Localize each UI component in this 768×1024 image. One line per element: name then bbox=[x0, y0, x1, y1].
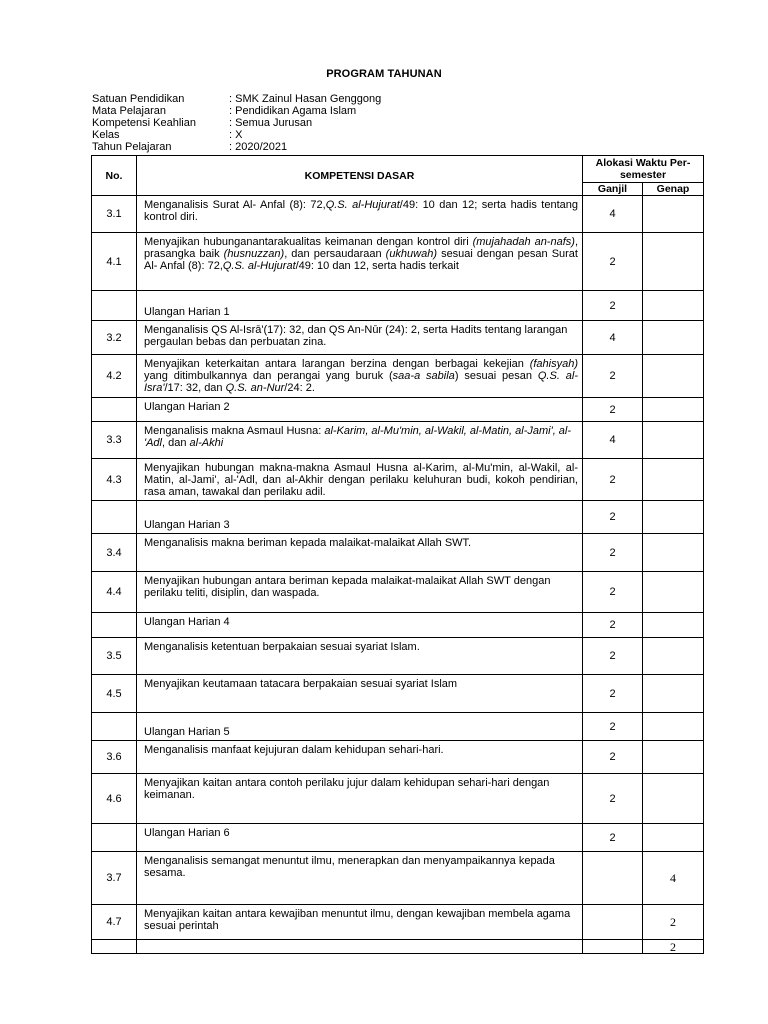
alokasi-genap bbox=[643, 196, 704, 233]
row-number: 4.6 bbox=[92, 774, 137, 824]
kompetensi-text bbox=[137, 501, 583, 534]
alokasi-ganjil: 4 bbox=[583, 321, 643, 355]
alokasi-ganjil: 2 bbox=[583, 501, 643, 534]
row-number: 4.2 bbox=[92, 355, 137, 398]
row-number: 3.2 bbox=[92, 321, 137, 355]
kompetensi-text bbox=[137, 638, 583, 675]
alokasi-genap bbox=[643, 638, 704, 675]
alokasi-ganjil: 2 bbox=[583, 398, 643, 422]
row-number bbox=[92, 824, 137, 852]
row-number: 4.1 bbox=[92, 233, 137, 291]
kompetensi-text-content: Ulangan Harian 2 bbox=[144, 401, 230, 413]
kompetensi-text-content: Menganalisis manfaat kejujuran dalam kehidupan sehari-hari. bbox=[144, 744, 444, 756]
kompetensi-text bbox=[137, 534, 583, 572]
alokasi-ganjil: 2 bbox=[583, 774, 643, 824]
kompetensi-text bbox=[137, 233, 583, 291]
alokasi-genap bbox=[643, 398, 704, 422]
row-number bbox=[92, 613, 137, 638]
row-number: 3.3 bbox=[92, 422, 137, 459]
kompetensi-text-content: Ulangan Harian 3 bbox=[144, 519, 230, 531]
kompetensi-text-content: Ulangan Harian 6 bbox=[144, 827, 230, 839]
alokasi-genap bbox=[643, 613, 704, 638]
alokasi-genap: 2 bbox=[643, 905, 704, 940]
alokasi-ganjil: 2 bbox=[583, 233, 643, 291]
alokasi-ganjil: 2 bbox=[583, 572, 643, 613]
alokasi-genap bbox=[643, 501, 704, 534]
kompetensi-text bbox=[137, 852, 583, 905]
kompetensi-text bbox=[137, 422, 583, 459]
kompetensi-text-content: Menganalisis makna beriman kepada malaikat-malaikat Allah SWT. bbox=[144, 537, 472, 549]
meta-key: Satuan Pendidikan bbox=[92, 93, 185, 105]
kompetensi-text bbox=[137, 291, 583, 321]
kompetensi-text-content: Menganalisis Surat Al- Anfal (8): 72,Q.S. al-Hujurat/49: 10 dan 12; serta hadis tentang kontrol diri. bbox=[144, 199, 578, 223]
table-row bbox=[92, 824, 704, 852]
kompetensi-text-content: Menyajikan keterkaitan antara larangan berzina dengan berbagai kekejian (fahisyah) yang ditimbulkannya dan perangai yang buruk (saa-a sabila) sesuai pesan Q.S. al-Isra'/17: 32, dan Q.S. an-Nur/24: 2. bbox=[144, 358, 578, 394]
kompetensi-text-content: Menyajikan keutamaan tatacara berpakaian sesuai syariat Islam bbox=[144, 678, 458, 690]
alokasi-genap bbox=[643, 675, 704, 713]
alokasi-genap: 2 bbox=[643, 940, 704, 954]
kompetensi-text bbox=[137, 398, 583, 422]
table-row bbox=[92, 613, 704, 638]
kompetensi-text bbox=[137, 713, 583, 741]
row-number bbox=[92, 501, 137, 534]
row-number bbox=[92, 398, 137, 422]
table-row bbox=[92, 713, 704, 741]
meta-value: : X bbox=[229, 129, 243, 141]
alokasi-ganjil: 2 bbox=[583, 675, 643, 713]
table-row bbox=[92, 940, 704, 954]
meta-key: Mata Pelajaran bbox=[92, 105, 166, 117]
kompetensi-text bbox=[137, 459, 583, 501]
kompetensi-text bbox=[137, 321, 583, 355]
kompetensi-text-content: Menyajikan hubungan antara beriman kepada malaikat-malaikat Allah SWT dengan perilaku teliti, disiplin, dan waspada. bbox=[144, 575, 551, 599]
alokasi-ganjil: 2 bbox=[583, 741, 643, 774]
table-row bbox=[92, 422, 704, 459]
alokasi-ganjil bbox=[583, 905, 643, 940]
meta-row bbox=[92, 105, 381, 117]
row-number: 3.6 bbox=[92, 741, 137, 774]
kompetensi-text bbox=[137, 355, 583, 398]
kompetensi-text-content: Menganalisis makna Asmaul Husna: al-Karim, al-Mu'min, al-Wakil, al-Matin, al-Jami', al-'Adl, dan al-Akhi bbox=[144, 425, 572, 449]
table-body bbox=[92, 196, 704, 954]
row-number: 3.5 bbox=[92, 638, 137, 675]
table-row bbox=[92, 233, 704, 291]
table-row bbox=[92, 398, 704, 422]
alokasi-ganjil bbox=[583, 852, 643, 905]
row-number bbox=[92, 291, 137, 321]
kompetensi-text-content: Menyajikan hubunganantarakualitas keimanan dengan kontrol diri (mujahadah an-nafs), prasangka baik (husnuzzan), dan persaudaraan (ukhuwah) sesuai dengan pesan Surat Al- Anfal (8): 72,Q.S. al-Hujurat/49: 10 dan 12, serta hadis terkait bbox=[144, 236, 578, 272]
kompetensi-text-content: Menganalisis ketentuan berpakaian sesuai syariat Islam. bbox=[144, 641, 420, 653]
header-genap: Genap bbox=[643, 183, 704, 196]
row-number: 4.5 bbox=[92, 675, 137, 713]
kompetensi-text-content: Menyajikan kaitan antara kewajiban menuntut ilmu, dengan kewajiban membela agama sesuai perintah bbox=[144, 908, 571, 932]
kompetensi-text-content: Menganalisis QS Al-Isrā'(17): 32, dan QS An-Nūr (24): 2, serta Hadits tentang larangan pergaulan bebas dan perbuatan zina. bbox=[144, 324, 568, 348]
alokasi-genap bbox=[643, 572, 704, 613]
kompetensi-text bbox=[137, 774, 583, 824]
row-number: 3.4 bbox=[92, 534, 137, 572]
kompetensi-text-content: Ulangan Harian 1 bbox=[144, 306, 230, 318]
alokasi-ganjil: 2 bbox=[583, 355, 643, 398]
kompetensi-text bbox=[137, 940, 583, 954]
table-row bbox=[92, 638, 704, 675]
kompetensi-text bbox=[137, 572, 583, 613]
kompetensi-text bbox=[137, 196, 583, 233]
document-title: PROGRAM TAHUNAN bbox=[326, 68, 442, 80]
table-row bbox=[92, 852, 704, 905]
alokasi-ganjil: 2 bbox=[583, 613, 643, 638]
alokasi-ganjil: 4 bbox=[583, 422, 643, 459]
meta-key: Kelas bbox=[92, 129, 120, 141]
kompetensi-text-content: Menyajikan hubungan makna-makna Asmaul Husna al-Karim, al-Mu'min, al-Wakil, al-Matin, al-Jami', al-'Adl, dan al-Akhir dengan perilaku keluhuran budi, kokoh pendirian, rasa aman, tawakal dan perilaku adil. bbox=[144, 462, 578, 498]
alokasi-genap bbox=[643, 824, 704, 852]
table-row bbox=[92, 355, 704, 398]
kompetensi-text bbox=[137, 741, 583, 774]
document-meta bbox=[92, 93, 381, 153]
alokasi-genap bbox=[643, 233, 704, 291]
row-number: 3.7 bbox=[92, 852, 137, 905]
table-row bbox=[92, 459, 704, 501]
meta-key: Kompetensi Keahlian bbox=[92, 117, 196, 129]
alokasi-genap bbox=[643, 713, 704, 741]
alokasi-ganjil: 2 bbox=[583, 459, 643, 501]
alokasi-ganjil: 2 bbox=[583, 534, 643, 572]
table-row bbox=[92, 501, 704, 534]
meta-value: : Semua Jurusan bbox=[229, 117, 313, 129]
meta-value: : SMK Zainul Hasan Genggong bbox=[229, 93, 382, 105]
table-row bbox=[92, 534, 704, 572]
table-row bbox=[92, 572, 704, 613]
header-alokasi-waktu: Alokasi Waktu Per-semester bbox=[583, 156, 704, 183]
row-number: 4.4 bbox=[92, 572, 137, 613]
alokasi-genap bbox=[643, 741, 704, 774]
table-row bbox=[92, 675, 704, 713]
table-row bbox=[92, 774, 704, 824]
meta-row bbox=[92, 129, 381, 141]
alokasi-genap bbox=[643, 291, 704, 321]
table-row bbox=[92, 741, 704, 774]
kompetensi-text-content: Menyajikan kaitan antara contoh perilaku jujur dalam kehidupan sehari-hari dengan keimanan. bbox=[144, 777, 550, 801]
alokasi-genap bbox=[643, 774, 704, 824]
table-row bbox=[92, 905, 704, 940]
table-row bbox=[92, 321, 704, 355]
alokasi-genap bbox=[643, 355, 704, 398]
meta-row bbox=[92, 117, 381, 129]
alokasi-genap bbox=[643, 459, 704, 501]
alokasi-ganjil: 4 bbox=[583, 196, 643, 233]
row-number bbox=[92, 713, 137, 741]
row-number: 3.1 bbox=[92, 196, 137, 233]
alokasi-genap bbox=[643, 534, 704, 572]
kompetensi-text-content: Ulangan Harian 4 bbox=[144, 616, 230, 628]
table-header-row bbox=[92, 156, 704, 183]
meta-key: Tahun Pelajaran bbox=[92, 141, 172, 153]
table-row bbox=[92, 196, 704, 233]
header-ganjil: Ganjil bbox=[583, 183, 643, 196]
kompetensi-table bbox=[91, 155, 704, 954]
kompetensi-text bbox=[137, 905, 583, 940]
meta-row bbox=[92, 141, 381, 153]
kompetensi-text bbox=[137, 675, 583, 713]
row-number: 4.7 bbox=[92, 905, 137, 940]
header-kompetensi-dasar: KOMPETENSI DASAR bbox=[137, 156, 583, 196]
kompetensi-text bbox=[137, 824, 583, 852]
alokasi-ganjil: 2 bbox=[583, 291, 643, 321]
alokasi-ganjil: 2 bbox=[583, 713, 643, 741]
meta-row bbox=[92, 93, 381, 105]
row-number: 4.3 bbox=[92, 459, 137, 501]
kompetensi-text-content: Ulangan Harian 5 bbox=[144, 726, 230, 738]
alokasi-genap bbox=[643, 321, 704, 355]
row-number bbox=[92, 940, 137, 954]
header-no: No. bbox=[92, 156, 137, 196]
alokasi-ganjil: 2 bbox=[583, 638, 643, 675]
alokasi-genap: 4 bbox=[643, 852, 704, 905]
kompetensi-text-content: Menganalisis semangat menuntut ilmu, menerapkan dan menyampaikannya kepada sesama. bbox=[144, 855, 555, 879]
alokasi-ganjil bbox=[583, 940, 643, 954]
kompetensi-text bbox=[137, 613, 583, 638]
alokasi-genap bbox=[643, 422, 704, 459]
table-row bbox=[92, 291, 704, 321]
meta-value: : Pendidikan Agama Islam bbox=[229, 105, 357, 117]
meta-value: : 2020/2021 bbox=[229, 141, 288, 153]
alokasi-ganjil: 2 bbox=[583, 824, 643, 852]
